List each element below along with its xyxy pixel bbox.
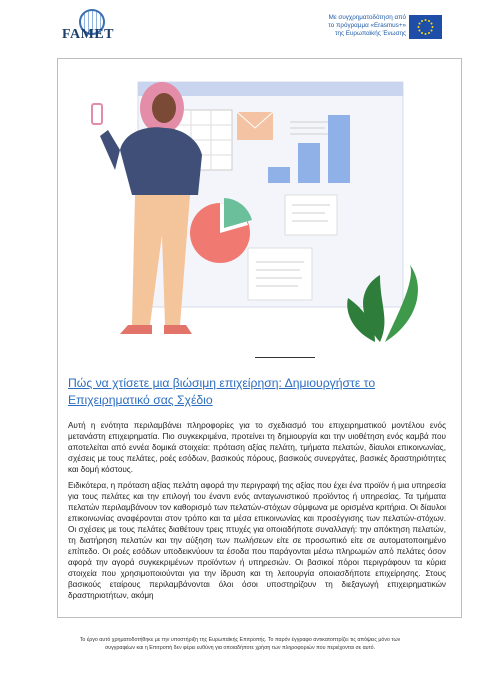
- page-header: [0, 0, 480, 50]
- business-plan-illustration: [80, 70, 430, 355]
- eu-funding-line-2: το πρόγραμμα «Erasmus+»: [328, 22, 406, 29]
- eu-funding-line-3: της Ευρωπαϊκής Ένωσης: [335, 30, 406, 37]
- article-title[interactable]: Πώς να χτίσετε μια βιώσιμη επιχείρηση: Δημιουργήστε το Επιχειρηματικό σας Σχέδιο: [68, 376, 376, 407]
- divider-line: [255, 357, 315, 358]
- eu-flag-icon: [409, 15, 442, 39]
- famet-logo: [62, 9, 122, 43]
- logo-text: FAMET: [62, 27, 115, 42]
- page-footer: [55, 636, 425, 652]
- paragraph: Ειδικότερα, η πρόταση αξίας πελάτη αφορά την περιγραφή της αξίας που έχει ένα προϊόν ή μια υπηρεσία για τους πελάτες και την επιλογή του έναντι ενός ανταγωνιστικού προϊόντος ή υπηρεσίας. Τα τμήματα πελατών περιλαμβάνουν τον καθορισμό των πελατών-στόχων σύμφωνα με ορισμένα κριτήρια. Οι δίαυλοι επικοινωνίας αναφέρονται στον τρόπο και τα μέσα επικοινωνίας και προσέγγισης των πελατών-στόχων. Οι σχέσεις με τους πελάτες διαθέτουν τρεις πτυχές για οποιαδήποτε συναλλαγή: την απόκτηση πελατών, τη διατήρηση πελατών και την αύξηση των πωλήσεων είτε σε προσωπικό είτε σε αυτοματοποιημένο επίπεδο. Οι ροές εσόδων υποδεικνύουν τα έσοδα που παράγονται μέσω πληρωμών από πελάτες όσον αφορά την αγορά συγκεκριμένων προϊόντων ή υπηρεσιών. Οι βασικοί πόροι περιγράφουν τα κύρια στοιχεία που χρησιμοποιούνται για την ίδρυση και τη λειτουργία οποιασδήποτε επιχείρησης. Στους βασικούς εταίρους περιλαμβάνονται όλοι όσοι υποστηρίζουν τη διεξαγωγή επιχειρηματικών δραστηριοτήτων, ακόμη: [68, 481, 446, 600]
- eu-funding-text: [286, 14, 406, 38]
- article-body: [68, 420, 446, 601]
- paragraph: Αυτή η ενότητα περιλαμβάνει πληροφορίες για το σχεδιασμό του επιχειρηματικού μοντέλου ενός μετανάστη επιχειρηματία. Πιο συγκεκριμένα, προτείνει τη δημιουργία και την υιοθέτηση ενός καμβά που αποτελείται από εννέα δομικά στοιχεία: πρόταση αξίας πελάτη, τμήματα πελατών, δίαυλοι επικοινωνίας, σχέσεις με τους πελάτες, ροές εσόδων, βασικούς πόρους, βασικούς συνεργάτες, βασικές δραστηριότητες και δομή κόστους.: [68, 421, 446, 474]
- eu-funding-line-1: Με συγχρηματοδότηση από: [328, 14, 406, 21]
- footer-line-2: συγγραφέων και η Επιτροπή δεν φέρει ευθύνη για οποιαδήποτε χρήση των πληροφοριών που περιέχονται σε αυτό.: [104, 645, 376, 651]
- footer-line-1: Το έργο αυτό χρηματοδοτήθηκε με την υποστήριξη της Ευρωπαϊκής Επιτροπής. Το παρόν έγγραφο αντικατοπτρίζει τις απόψεις μόνο των: [79, 637, 401, 643]
